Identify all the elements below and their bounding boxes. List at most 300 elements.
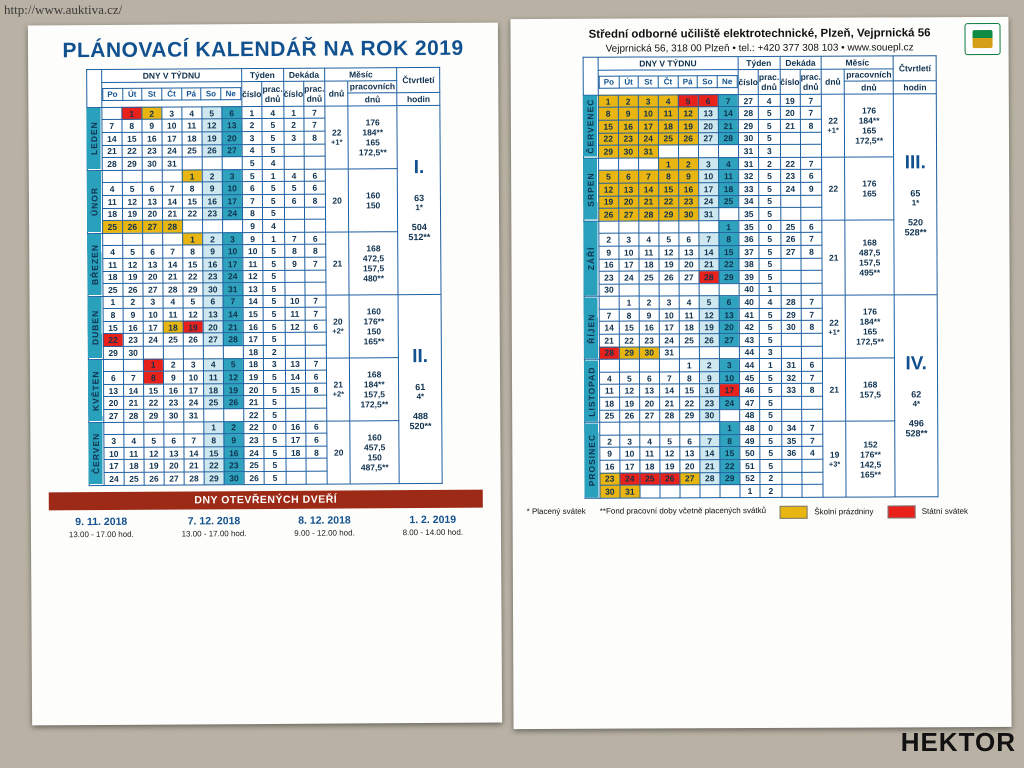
decade-number: 25: [780, 220, 800, 233]
week-number: 15: [243, 308, 263, 321]
day-cell: 12: [678, 107, 698, 120]
day-cell: 7: [638, 170, 658, 183]
decade-working-days: [800, 144, 821, 157]
legend-school-holidays: [780, 505, 873, 518]
day-cell: 2: [639, 296, 659, 309]
week-working-days: 5: [760, 447, 781, 460]
day-cell: 16: [163, 384, 183, 397]
empty-cell: [679, 283, 699, 296]
day-cell: 6: [698, 94, 718, 107]
day-cell: 29: [103, 346, 123, 359]
day-cell: 25: [124, 472, 144, 485]
day-cell: 26: [123, 283, 143, 296]
decade-number: 13: [285, 358, 305, 371]
day-cell: 16: [202, 195, 222, 208]
empty-cell: [202, 220, 222, 233]
day-cell: 2: [678, 158, 698, 171]
week-working-days: 5: [759, 195, 780, 208]
day-cell: 31: [162, 157, 182, 170]
decade-number: 23: [780, 170, 800, 183]
decade-number: [284, 207, 304, 220]
open-day-date: 7. 12. 2018: [187, 514, 241, 528]
quarter-summary: III. 65 1* 520 528**: [893, 94, 937, 296]
decade-working-days: 8: [304, 131, 325, 144]
day-cell: 23: [123, 334, 143, 347]
decade-working-days: 8: [801, 321, 822, 334]
day-cell: 3: [222, 169, 242, 182]
empty-cell: [122, 170, 142, 183]
empty-cell: [600, 422, 620, 435]
week-working-days: 5: [263, 194, 284, 207]
decade-working-days: [802, 459, 823, 472]
calendar-week-row: [584, 358, 937, 372]
legend-state-holiday-label: Státní svátek: [921, 506, 968, 516]
day-cell: 9: [123, 309, 143, 322]
day-cell: 28: [163, 283, 183, 296]
week-working-days: 5: [759, 258, 780, 271]
day-cell: 14: [718, 107, 738, 120]
week-number: 18: [243, 346, 263, 359]
day-cell: 17: [719, 384, 739, 397]
decade-working-days: 8: [305, 383, 326, 396]
day-cell: 11: [103, 258, 123, 271]
week-number: 18: [243, 358, 263, 371]
day-cell: 19: [619, 397, 639, 410]
quarter-summary: IV. 62 4* 496 528**: [894, 295, 938, 497]
week-working-days: 5: [263, 308, 284, 321]
open-day-item: [294, 514, 355, 537]
day-cell: 14: [223, 308, 243, 321]
day-cell: 20: [103, 397, 123, 410]
day-cell: 19: [202, 132, 222, 145]
empty-cell: [659, 221, 679, 234]
empty-cell: [659, 359, 679, 372]
day-cell: 26: [659, 271, 679, 284]
day-cell: 6: [679, 233, 699, 246]
day-cell: 30: [679, 208, 699, 221]
day-cell: 16: [618, 120, 638, 133]
month-label: PROSINEC: [585, 422, 600, 498]
week-number: 49: [740, 434, 760, 447]
decade-working-days: [306, 471, 327, 484]
decade-number: 28: [781, 296, 801, 309]
day-cell: 23: [203, 270, 223, 283]
decade-number: 8: [284, 245, 304, 258]
day-cell: 10: [659, 309, 679, 322]
empty-cell: [203, 346, 223, 359]
day-cell: 21: [184, 459, 204, 472]
day-cell: 6: [639, 372, 659, 385]
day-cell: 10: [222, 182, 242, 195]
day-cell: 10: [620, 447, 640, 460]
day-cell: 1: [598, 95, 618, 108]
week-number: 4: [242, 144, 262, 157]
week-working-days: 5: [263, 282, 284, 295]
day-cell: 30: [599, 284, 619, 297]
empty-cell: [640, 485, 660, 498]
day-cell: 8: [183, 245, 203, 258]
week-working-days: 5: [264, 396, 285, 409]
week-working-days: 2: [760, 485, 781, 498]
day-cell: 16: [203, 258, 223, 271]
day-cell: 15: [658, 183, 678, 196]
day-cell: 26: [699, 334, 719, 347]
quarter-summary: II. 61 4* 488 520**: [398, 294, 442, 483]
decade-working-days: 6: [306, 421, 327, 434]
day-cell: 14: [599, 322, 619, 335]
day-cell: 26: [144, 472, 164, 485]
day-cell: 4: [679, 296, 699, 309]
empty-cell: [700, 485, 720, 498]
month-working-days: 21: [822, 220, 845, 296]
week-working-days: 5: [262, 131, 283, 144]
day-cell: 21: [700, 460, 720, 473]
day-cell: 13: [203, 308, 223, 321]
day-cell: 9: [163, 371, 183, 384]
day-cell: 8: [720, 434, 740, 447]
week-working-days: 5: [263, 295, 284, 308]
week-number: 8: [242, 207, 262, 220]
day-cell: 30: [123, 346, 143, 359]
month-label: LISTOPAD: [584, 359, 599, 422]
decade-working-days: [801, 207, 822, 220]
day-cell: 31: [223, 283, 243, 296]
decade-working-days: 7: [304, 106, 325, 119]
school-holiday-swatch-icon: [780, 506, 808, 519]
day-cell: 18: [102, 208, 122, 221]
day-cell: 10: [183, 371, 203, 384]
day-cell: 3: [162, 107, 182, 120]
week-number: 6: [242, 182, 262, 195]
week-number: 30: [738, 132, 758, 145]
week-number: 41: [739, 308, 759, 321]
empty-cell: [224, 409, 244, 422]
calendar-week-row: [583, 156, 936, 170]
day-cell: 4: [203, 358, 223, 371]
day-cell: 9: [618, 107, 638, 120]
decade-working-days: [305, 333, 326, 346]
decade-working-days: [305, 282, 326, 295]
month-working-hours: 160 176** 150 165**: [349, 294, 398, 357]
day-cell: 19: [123, 271, 143, 284]
day-cell: 23: [600, 473, 620, 486]
day-cell: 7: [718, 94, 738, 107]
day-cell: 11: [639, 246, 659, 259]
week-number: 44: [739, 346, 759, 359]
week-working-days: 1: [759, 283, 780, 296]
day-cell: 19: [599, 196, 619, 209]
day-cell: 17: [638, 120, 658, 133]
decade-working-days: 6: [801, 358, 822, 371]
week-number: 46: [739, 384, 759, 397]
decade-number: [780, 132, 800, 145]
day-cell: 3: [143, 296, 163, 309]
week-number: 52: [740, 472, 760, 485]
day-cell: 9: [699, 372, 719, 385]
week-number: 40: [739, 283, 759, 296]
decade-working-days: [306, 396, 327, 409]
day-cell: 11: [658, 107, 678, 120]
day-cell: 24: [222, 207, 242, 220]
day-cell: 18: [124, 460, 144, 473]
week-number: 34: [739, 195, 759, 208]
month-label: SRPEN: [583, 158, 598, 221]
decade-working-days: 7: [802, 421, 823, 434]
decade-number: 19: [780, 94, 800, 107]
day-cell: 5: [123, 246, 143, 259]
day-cell: 14: [700, 447, 720, 460]
day-cell: 21: [223, 321, 243, 334]
month-working-hours: 168 487,5 157,5 495**: [845, 220, 894, 296]
day-cell: 12: [660, 447, 680, 460]
day-cell: 13: [222, 119, 242, 132]
day-cell: 22: [103, 334, 123, 347]
day-cell: 17: [222, 195, 242, 208]
week-working-days: 5: [760, 384, 781, 397]
day-cell: 9: [142, 120, 162, 133]
day-cell: 10: [638, 107, 658, 120]
month-working-days: 22 +1*: [325, 106, 348, 169]
empty-cell: [660, 485, 680, 498]
day-cell: 20: [164, 459, 184, 472]
week-number: 43: [739, 334, 759, 347]
week-number: 22: [244, 409, 264, 422]
day-cell: 24: [719, 397, 739, 410]
day-cell: 23: [224, 459, 244, 472]
day-cell: 23: [639, 334, 659, 347]
decade-working-days: 8: [305, 244, 326, 257]
day-cell: 24: [620, 473, 640, 486]
day-cell: 21: [639, 195, 659, 208]
week-working-days: 5: [264, 459, 285, 472]
week-working-days: 5: [759, 208, 780, 221]
empty-cell: [102, 233, 122, 246]
day-cell: 14: [659, 384, 679, 397]
decade-number: 9: [284, 257, 304, 270]
day-cell: 17: [162, 132, 182, 145]
open-days-title: DNY OTEVŘENÝCH DVEŘÍ: [49, 489, 483, 510]
day-cell: 28: [184, 472, 204, 485]
week-number: 11: [243, 257, 263, 270]
week-working-days: 5: [262, 182, 283, 195]
decade-number: 36: [781, 447, 801, 460]
day-cell: 5: [619, 372, 639, 385]
decade-number: 18: [285, 446, 305, 459]
week-number: 1: [242, 106, 262, 119]
page-title: PLÁNOVACÍ KALENDÁŘ NA ROK 2019: [62, 36, 464, 63]
week-number: 20: [243, 383, 263, 396]
day-cell: 13: [143, 258, 163, 271]
legend-school-holidays-label: Školní prázdniny: [814, 506, 874, 517]
decade-number: 22: [780, 157, 800, 170]
week-working-days: 5: [760, 371, 781, 384]
decade-working-days: 7: [801, 371, 822, 384]
day-cell: 28: [124, 409, 144, 422]
week-number: 44: [739, 359, 759, 372]
week-working-days: 2: [759, 157, 780, 170]
week-working-days: 5: [262, 119, 283, 132]
open-day-date: 8. 12. 2018: [298, 514, 351, 527]
state-holiday-swatch-icon: [887, 505, 915, 518]
day-cell: 3: [620, 435, 640, 448]
decade-working-days: [305, 270, 326, 283]
week-number: 1: [740, 485, 760, 498]
week-number: 21: [243, 396, 263, 409]
month-working-days: 22 +1*: [821, 94, 844, 157]
day-cell: 15: [143, 384, 163, 397]
day-cell: 31: [659, 347, 679, 360]
day-cell: 11: [124, 447, 144, 460]
day-cell: 11: [102, 195, 122, 208]
week-working-days: 1: [262, 169, 283, 182]
day-cell: 8: [719, 233, 739, 246]
month-working-days: 22: [822, 157, 845, 220]
decade-working-days: [306, 408, 327, 421]
decade-working-days: 4: [802, 447, 823, 460]
open-day-date: 1. 2. 2019: [409, 513, 457, 526]
week-working-days: 2: [263, 345, 284, 358]
day-cell: 19: [659, 258, 679, 271]
day-cell: 15: [679, 384, 699, 397]
day-cell: 17: [143, 321, 163, 334]
week-number: 50: [740, 447, 760, 460]
decade-number: 12: [285, 320, 305, 333]
day-cell: 22: [182, 207, 202, 220]
decade-working-days: 7: [800, 157, 821, 170]
day-cell: 25: [719, 195, 739, 208]
month-label: DUBEN: [88, 296, 103, 359]
day-cell: 5: [202, 107, 222, 120]
month-label: ZÁŘÍ: [584, 221, 599, 297]
day-cell: 2: [202, 232, 222, 245]
decade-working-days: 6: [305, 320, 326, 333]
month-label: ŘÍJEN: [584, 296, 599, 359]
week-number: 5: [242, 169, 262, 182]
day-cell: 19: [122, 208, 142, 221]
open-day-time: 8.00 - 14.00 hod.: [402, 527, 464, 537]
day-cell: 8: [619, 309, 639, 322]
day-cell: 15: [720, 447, 740, 460]
day-cell: 25: [203, 396, 223, 409]
calendar-grid: DNY V TÝDNU Týden Dekáda Měsíc Čtvrtletí Po Út St Čt Pá So Ne číslo prac. dnů číslo prac. dnů dnů pracovních dnů hodin LEDEN 1 2 3 4 5 6 1 4 1 7 22 +1* 176 184** 165 172,5** I. 63 1* 504 512** 7 8 9 10 11 12 13 2 5 2 7 14 15 16 17 18 19 20 3 5 3 8 21 22 23 24 25 26 27 4 5 28 29 30 31 5 4 ÚNOR 1 2 3 5 1 4 6 20 160 150 4 5 6 7 8 9 10 6 5 5 6 11 12 13 14 15 16 17 7 5 6 8 18 19 20 21 22 23 24 8 5 25 26 27 28 9 4 BŘEZEN 1 2 3 9 1 7 6 21 168 472,5 157,5 480** 4 5 6 7 8 9 10 10 5 8 8 11 12 13 14 15 16 17 11 5 9 7 18 19 20 21 22 23 24 12 5 25 26 27 28 29 30 31 13 5 DUBEN 1 2 3 4 5 6 7 14 5 10 7 20 +2* 160 176** 150 165** II. 61 4* 488 520** 8 9 10 11 12 13 14 15 5 11 7 15 16 17 18 19 20 21 16 5 12 6 22 23 24 25 26 27 28 17 5 29 30 18 2 KVĚTEN 1 2 3 4 5 18 3 13 7 21 +2* 168 184** 157,5 172,5** 6 7 8 9 10 11 12 19 5 14 6 13 14 15 16 17 18 19 20 5 15 8 20 21 22 23 24 25 26 21 5 27 28 29 30 31 22 5 ČERVEN 1 2 22 0 16 6 20 160 457,5 150 487,5** 3 4 5 6 7 8 9 23 5 17 6 10 11 12 13 14 15 16 24 5 18 8 17 18 19 20 21 22 23 25 5 24 25 26 27 28 29 30 26 5: [86, 67, 443, 486]
day-cell: 25: [679, 334, 699, 347]
week-working-days: 5: [264, 434, 285, 447]
day-cell: 21: [699, 258, 719, 271]
day-cell: 20: [719, 321, 739, 334]
day-cell: 12: [202, 119, 222, 132]
week-working-days: 5: [263, 320, 284, 333]
week-number: 35: [739, 220, 759, 233]
week-working-days: 5: [264, 383, 285, 396]
day-cell: 23: [202, 207, 222, 220]
empty-cell: [124, 422, 144, 435]
week-number: 40: [739, 296, 759, 309]
day-cell: 18: [640, 460, 660, 473]
week-working-days: 3: [760, 346, 781, 359]
day-cell: 21: [123, 397, 143, 410]
decade-number: 14: [285, 371, 305, 384]
day-cell: 10: [619, 246, 639, 259]
day-cell: 25: [599, 410, 619, 423]
day-cell: 14: [184, 447, 204, 460]
day-cell: 22: [659, 195, 679, 208]
day-cell: 10: [162, 119, 182, 132]
decade-working-days: [304, 144, 325, 157]
decade-number: [286, 459, 306, 472]
decade-working-days: 7: [305, 295, 326, 308]
empty-cell: [639, 284, 659, 297]
month-working-hours: 168 184** 157,5 172,5**: [350, 357, 399, 420]
decade-working-days: [802, 484, 823, 497]
day-cell: 13: [680, 447, 700, 460]
empty-cell: [719, 409, 739, 422]
decade-number: 24: [780, 182, 800, 195]
week-working-days: 4: [262, 157, 283, 170]
brand-mark: HEKTOR: [900, 727, 1016, 757]
day-cell: 15: [122, 132, 142, 145]
day-cell: 26: [619, 410, 639, 423]
day-cell: 14: [163, 258, 183, 271]
day-cell: 26: [660, 472, 680, 485]
day-cell: 7: [599, 309, 619, 322]
week-working-days: 5: [262, 144, 283, 157]
day-cell: 27: [719, 334, 739, 347]
decade-number: 2: [283, 119, 303, 132]
decade-working-days: 7: [305, 358, 326, 371]
day-cell: 25: [163, 333, 183, 346]
day-cell: 25: [103, 283, 123, 296]
day-cell: 18: [163, 321, 183, 334]
day-cell: 18: [103, 271, 123, 284]
week-number: 31: [738, 145, 758, 158]
day-cell: 30: [164, 409, 184, 422]
week-working-days: 5: [759, 170, 780, 183]
month-working-days: 21: [823, 358, 846, 421]
decade-working-days: 9: [801, 182, 822, 195]
empty-cell: [619, 359, 639, 372]
day-cell: 21: [102, 145, 122, 158]
week-number: 9: [242, 220, 262, 233]
decade-number: 4: [284, 169, 304, 182]
decade-working-days: 6: [801, 220, 822, 233]
day-cell: 30: [618, 145, 638, 158]
week-number: 48: [739, 409, 759, 422]
day-cell: 8: [182, 182, 202, 195]
day-cell: 12: [223, 371, 243, 384]
day-cell: 28: [699, 271, 719, 284]
day-cell: 8: [143, 371, 163, 384]
calendar-week-row: [87, 168, 440, 183]
week-number: 14: [243, 295, 263, 308]
day-cell: 28: [639, 208, 659, 221]
day-cell: 3: [619, 233, 639, 246]
week-working-days: 5: [760, 409, 781, 422]
day-cell: 26: [599, 208, 619, 221]
empty-cell: [598, 158, 618, 171]
week-number: 32: [738, 170, 758, 183]
day-cell: 17: [620, 460, 640, 473]
day-cell: 9: [600, 448, 620, 461]
empty-cell: [142, 233, 162, 246]
empty-cell: [104, 422, 124, 435]
empty-cell: [719, 208, 739, 221]
day-cell: 11: [163, 308, 183, 321]
day-cell: 24: [619, 271, 639, 284]
month-working-hours: 168 157,5: [846, 358, 895, 421]
week-number: 16: [243, 320, 263, 333]
decade-working-days: 8: [801, 384, 822, 397]
open-day-item: [181, 515, 246, 538]
